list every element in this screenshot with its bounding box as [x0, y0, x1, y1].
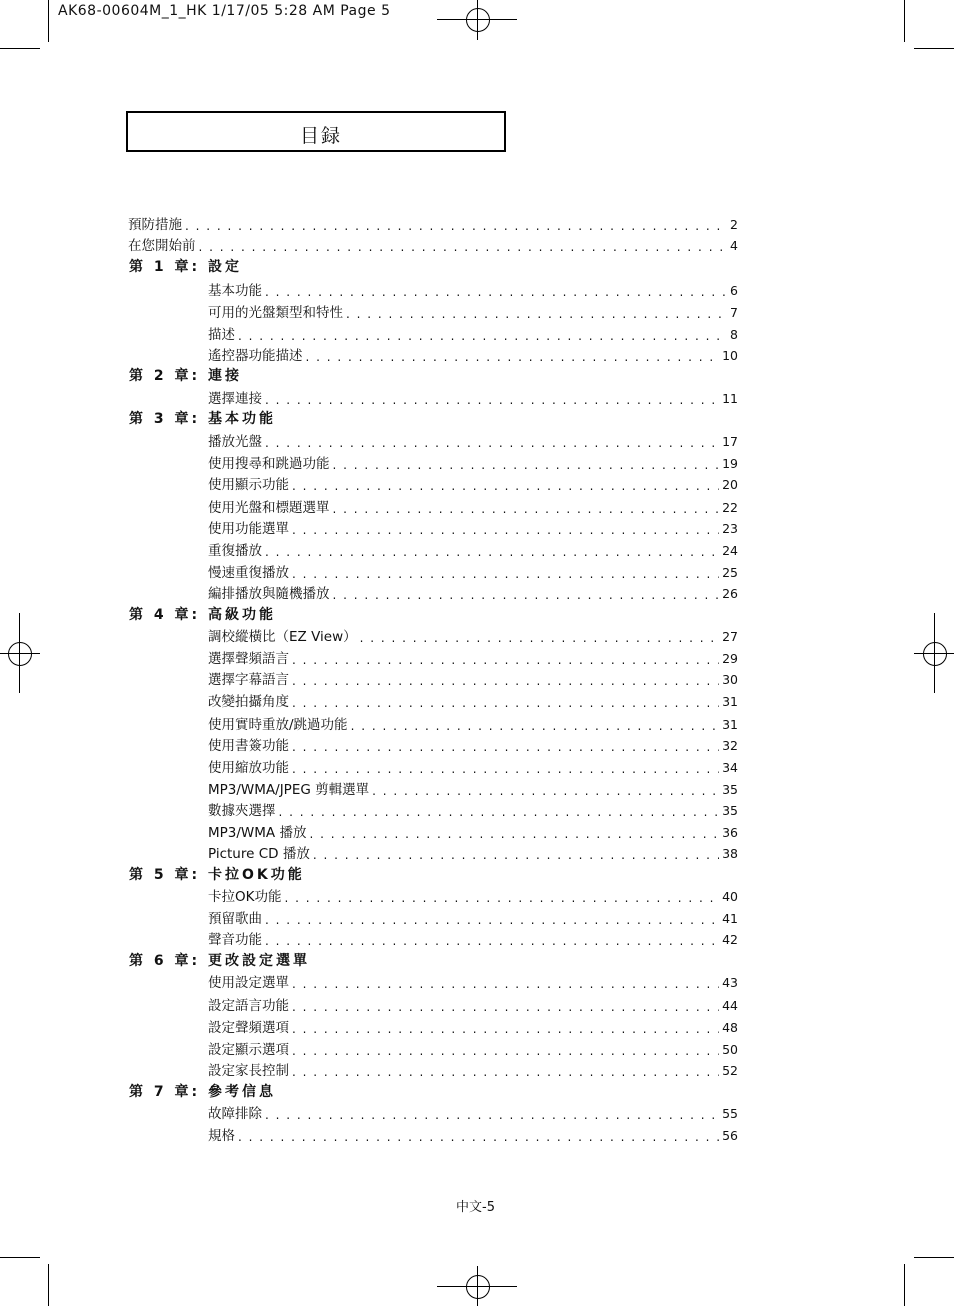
toc-entry[interactable]: [208, 777, 738, 798]
dot-leader: [292, 762, 719, 776]
toc-entry[interactable]: [208, 1015, 738, 1036]
toc-entry-page: 31: [722, 717, 738, 732]
toc-entry[interactable]: [208, 472, 738, 493]
dot-leader: [292, 674, 719, 688]
toc-entry-label: 重復播放: [208, 543, 262, 559]
toc-entry-page: 31: [722, 694, 738, 709]
toc-entry-label: 使用設定選單: [208, 975, 289, 991]
crop-mark: [904, 0, 905, 42]
toc-entry-label: 描述: [208, 327, 235, 343]
toc-entry[interactable]: [208, 820, 738, 841]
crop-mark: [914, 48, 954, 49]
toc-entry-page: 22: [722, 500, 738, 515]
toc-entry[interactable]: [208, 322, 738, 343]
dot-leader: [333, 458, 720, 472]
toc-entry-label: 卡拉OK功能: [208, 889, 282, 905]
toc-entry-label: Picture CD 播放: [208, 846, 310, 862]
toc-entry-page: 50: [722, 1042, 738, 1057]
toc-entry-page: 2: [730, 217, 738, 232]
toc-entry-page: 48: [722, 1020, 738, 1035]
toc-entry-page: 40: [722, 889, 738, 904]
toc-entry-label: 基本功能: [208, 283, 262, 299]
toc-entry[interactable]: [208, 841, 738, 862]
page-title: 目録: [300, 125, 343, 147]
toc-chapter-heading: 第 7 章: 參考信息: [129, 1084, 276, 1100]
crop-mark: [904, 1264, 905, 1306]
dot-leader: [313, 848, 719, 862]
dot-leader: [292, 653, 719, 667]
toc-entry-label: 設定顯示選項: [208, 1042, 289, 1058]
dot-leader: [284, 891, 719, 905]
crop-mark: [0, 48, 40, 49]
crop-mark: [914, 1257, 954, 1258]
toc-entry-page: 56: [722, 1128, 738, 1143]
dot-leader: [292, 1065, 719, 1079]
dot-leader: [292, 1022, 719, 1036]
toc-entry-label: 使用縮放功能: [208, 760, 289, 776]
toc-entry-page: 10: [722, 348, 738, 363]
toc-entry-label: 慢速重復播放: [208, 565, 289, 581]
crop-mark: [48, 0, 49, 42]
toc-entry-page: 36: [722, 825, 738, 840]
toc-entry-label: 使用功能選單: [208, 521, 289, 537]
toc-entry-page: 4: [730, 238, 738, 253]
dot-leader: [279, 805, 720, 819]
toc-entry-page: 35: [722, 803, 738, 818]
toc-chapter-heading: 第 5 章: 卡拉OK功能: [129, 867, 305, 883]
dot-leader: [265, 545, 719, 559]
toc-entry-label: MP3/WMA/JPEG 剪輯選單: [208, 782, 370, 798]
toc-entry[interactable]: [208, 495, 738, 516]
toc-entry-label: 設定聲頻選項: [208, 1020, 289, 1036]
toc-entry-label: 編排播放與隨機播放: [208, 586, 330, 602]
toc-entry-page: 23: [722, 521, 738, 536]
toc-entry-page: 38: [722, 846, 738, 861]
toc-entry[interactable]: [208, 429, 738, 450]
toc-entry-label: 播放光盤: [208, 434, 262, 450]
toc-entry[interactable]: [208, 300, 738, 321]
toc-entry-label: 使用實時重放/跳過功能: [208, 717, 348, 733]
toc-entry-label: 使用光盤和標題選單: [208, 500, 330, 516]
toc-entry-label: 選擇字幕語言: [208, 672, 289, 688]
toc-entry-page: 26: [722, 586, 738, 601]
toc-entry[interactable]: [208, 1058, 738, 1079]
dot-leader: [265, 285, 727, 299]
dot-leader: [238, 329, 727, 343]
crop-mark: [0, 1257, 40, 1258]
toc-entry[interactable]: [208, 560, 738, 581]
toc-entry-label: 使用顯示功能: [208, 477, 289, 493]
toc-entry[interactable]: [208, 386, 738, 407]
toc-chapter-heading: 第 2 章: 連接: [129, 368, 242, 384]
toc-entry-label: 聲音功能: [208, 932, 262, 948]
toc-chapter-heading: 第 3 章: 基本功能: [129, 411, 276, 427]
toc-entry[interactable]: [208, 278, 738, 299]
toc-entry[interactable]: [208, 798, 738, 819]
toc-entry-label: 設定家長控制: [208, 1063, 289, 1079]
dot-leader: [292, 567, 719, 581]
dot-leader: [265, 1108, 719, 1122]
toc-entry[interactable]: [208, 1037, 738, 1058]
dot-leader: [199, 240, 728, 254]
toc-entry-page: 8: [730, 327, 738, 342]
toc-entry[interactable]: [208, 927, 738, 948]
toc-entry-label: 預防措施: [128, 217, 182, 233]
toc-entry-label: 規格: [208, 1128, 235, 1144]
toc-entry[interactable]: [208, 755, 738, 776]
toc-entry-label: 選擇連接: [208, 391, 262, 407]
toc-entry[interactable]: [208, 970, 738, 991]
toc-entry-label: 故障排除: [208, 1106, 262, 1122]
dot-leader: [265, 913, 719, 927]
toc-entry-page: 11: [722, 391, 738, 406]
dot-leader: [372, 784, 719, 798]
toc-entry-page: 17: [722, 434, 738, 449]
toc-entry-label: 改變拍攝角度: [208, 694, 289, 710]
toc-entry-label: 設定語言功能: [208, 998, 289, 1014]
toc-entry-page: 6: [730, 283, 738, 298]
toc-entry[interactable]: [208, 733, 738, 754]
dot-leader: [292, 479, 719, 493]
toc-entry-page: 44: [722, 998, 738, 1013]
toc-entry-label: 選擇聲頻語言: [208, 651, 289, 667]
toc-entry-page: 29: [722, 651, 738, 666]
dot-leader: [360, 631, 719, 645]
toc-entry-page: 20: [722, 477, 738, 492]
toc-entry-label: 可用的光盤類型和特性: [208, 305, 343, 321]
toc-entry[interactable]: [208, 516, 738, 537]
toc-entry-page: 43: [722, 975, 738, 990]
toc-entry-page: 7: [730, 305, 738, 320]
dot-leader: [265, 393, 719, 407]
toc-entry-page: 35: [722, 782, 738, 797]
toc-entry[interactable]: [208, 1123, 738, 1144]
toc-entry-page: 30: [722, 672, 738, 687]
dot-leader: [185, 219, 727, 233]
toc-entry-page: 42: [722, 932, 738, 947]
toc-entry-page: 34: [722, 760, 738, 775]
toc-entry-label: 使用書簽功能: [208, 738, 289, 754]
dot-leader: [292, 1000, 719, 1014]
toc-entry-label: MP3/WMA 播放: [208, 825, 307, 841]
toc-entry[interactable]: [208, 343, 738, 364]
toc-entry-label: 在您開始前: [128, 238, 196, 254]
toc-entry[interactable]: [208, 993, 738, 1014]
toc-chapter-heading: 第 4 章: 高級功能: [129, 607, 276, 623]
crop-mark: [48, 1264, 49, 1306]
dot-leader: [351, 719, 720, 733]
toc-entry-page: 41: [722, 911, 738, 926]
toc-entry[interactable]: [208, 581, 738, 602]
toc-entry-label: 調校縱橫比（EZ View）: [208, 629, 357, 645]
toc-entry-label: 預留歌曲: [208, 911, 262, 927]
toc-entry-page: 25: [722, 565, 738, 580]
dot-leader: [265, 934, 719, 948]
page-number: 中文-5: [456, 1200, 495, 1215]
dot-leader: [292, 523, 719, 537]
toc-entry-page: 27: [722, 629, 738, 644]
toc-entry[interactable]: [208, 451, 738, 472]
dot-leader: [292, 977, 719, 991]
toc-entry-label: 遙控器功能描述: [208, 348, 303, 364]
dot-leader: [265, 436, 719, 450]
toc-entry-page: 52: [722, 1063, 738, 1078]
dot-leader: [309, 827, 719, 841]
dot-leader: [292, 740, 719, 754]
dot-leader: [292, 1044, 719, 1058]
toc-entry-label: 數據夾選擇: [208, 803, 276, 819]
toc-chapter-heading: 第 1 章: 設定: [129, 259, 242, 275]
toc-entry[interactable]: [208, 689, 738, 710]
toc-entry[interactable]: [128, 212, 738, 233]
title-box: [126, 111, 506, 152]
dot-leader: [292, 696, 719, 710]
dot-leader: [238, 1130, 719, 1144]
toc-entry[interactable]: [128, 233, 738, 254]
toc-entry-page: 32: [722, 738, 738, 753]
toc-entry[interactable]: [208, 646, 738, 667]
toc-entry-page: 24: [722, 543, 738, 558]
toc-entry[interactable]: [208, 1101, 738, 1122]
toc-entry[interactable]: [208, 906, 738, 927]
toc-entry[interactable]: [208, 712, 738, 733]
toc-entry[interactable]: [208, 624, 738, 645]
toc-entry-page: 19: [722, 456, 738, 471]
toc-entry-label: 使用搜尋和跳過功能: [208, 456, 330, 472]
toc-entry[interactable]: [208, 884, 738, 905]
dot-leader: [333, 502, 720, 516]
toc-entry[interactable]: [208, 667, 738, 688]
dot-leader: [346, 307, 727, 321]
toc-entry[interactable]: [208, 538, 738, 559]
print-slug: AK68-00604M_1_HK 1/17/05 5:28 AM Page 5: [58, 3, 391, 19]
dot-leader: [306, 350, 720, 364]
toc-entry-page: 55: [722, 1106, 738, 1121]
dot-leader: [333, 588, 720, 602]
toc-chapter-heading: 第 6 章: 更改設定選單: [129, 953, 310, 969]
